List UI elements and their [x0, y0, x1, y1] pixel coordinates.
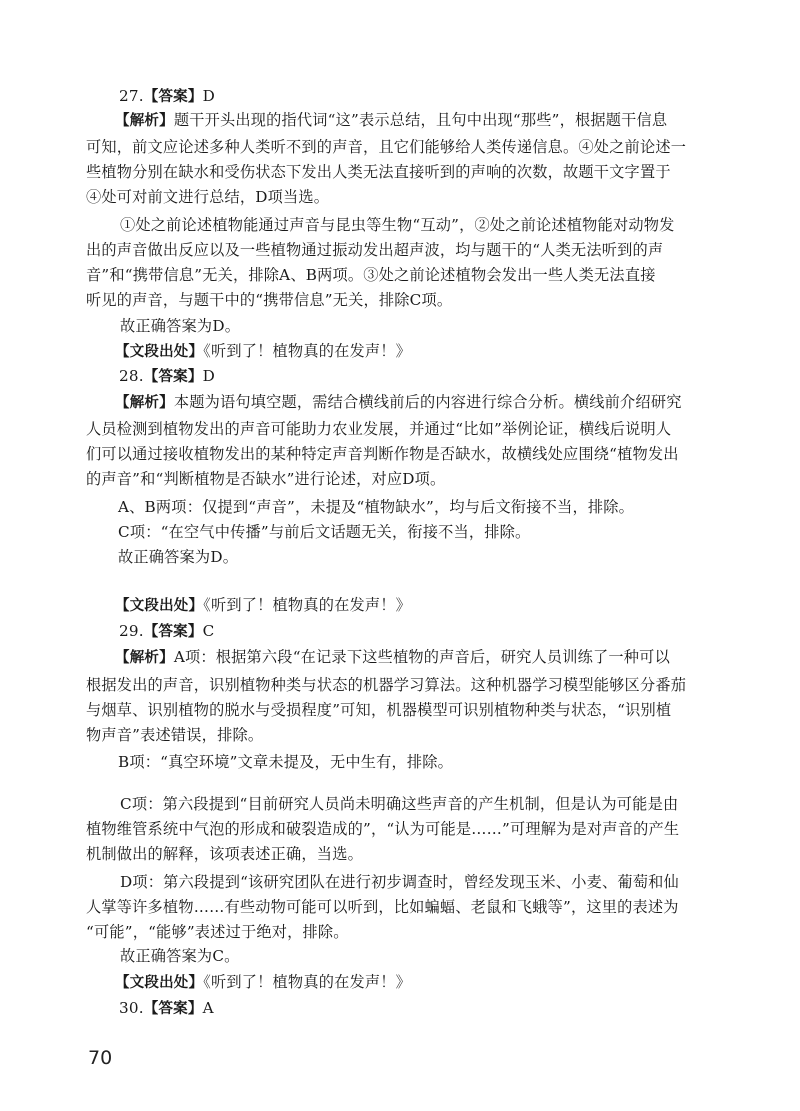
q27-analysis-cont: [86, 135, 706, 210]
analysis-tag: 【解析】: [115, 650, 174, 666]
q29-source: [115, 972, 705, 993]
q29-option-c: [86, 792, 706, 867]
q28-analysis: 【解析】本题为语句填空题，需结合横线前后的内容进行综合分析。横线前介绍研究: [115, 393, 682, 411]
analysis-line: 机制做出的解释，该项表述正确，当选。: [86, 845, 363, 863]
analysis-line: ①处之前论述植物能通过声音与昆虫等生物“互动”，②处之前论述植物能对动物发: [120, 216, 675, 234]
question-28: [119, 366, 709, 387]
q28-options: [118, 495, 708, 570]
question-30: [119, 998, 709, 1019]
answer-tag: 【答案】: [143, 624, 203, 640]
analysis-line: 可知，前文应论述多种人类听不到的声音，且它们能够给人类传递信息。④处之前论述一: [86, 138, 687, 156]
source-title: 《听到了！植物真的在发声！》: [203, 596, 412, 614]
q27-source: [115, 341, 705, 362]
analysis-tag: 【解析】: [115, 113, 174, 129]
answer-value: A: [202, 999, 214, 1017]
q27-conclusion: [120, 316, 710, 336]
question-number: 28.: [119, 367, 144, 385]
question-27: [115, 86, 705, 107]
question-number: 30.: [119, 999, 144, 1017]
source-tag: 【文段出处】: [115, 598, 204, 614]
q29-option-a-cont: [86, 673, 706, 748]
option-analysis-b: B项：“真空环境”文章未提及，无中生有，排除。: [118, 753, 454, 771]
conclusion-line: 故正确答案为D。: [118, 548, 239, 566]
conclusion-line: 故正确答案为D。: [120, 317, 241, 335]
q28-source: [115, 595, 705, 616]
analysis-line: 人员检测到植物发出的声音可能助力农业发展，并通过“比如”举例论证，横线后说明人: [86, 420, 672, 438]
question-number: 29.: [119, 622, 144, 640]
analysis-line: 人掌等许多植物……有些动物可能可以听到，比如蝙蝠、老鼠和飞蛾等”，这里的表述为: [86, 898, 679, 916]
analysis-line: D项：第六段提到“该研究团队在进行初步调查时，曾经发现玉米、小麦、葡萄和仙: [120, 873, 679, 891]
source-tag: 【文段出处】: [115, 344, 204, 360]
analysis-line: 些植物分别在缺水和受伤状态下发出人类无法直接听到的声响的次数，故题干文字置于: [86, 163, 671, 181]
q29-option-d: [86, 870, 706, 945]
q29-option-b: [118, 752, 708, 772]
analysis-line: 物声音”表述错误，排除。: [86, 726, 264, 744]
answer-value: C: [202, 622, 215, 640]
answer-value: D: [202, 367, 215, 385]
q27-analysis: [115, 110, 705, 131]
analysis-line: 植物维管系统中气泡的形成和破裂造成的”，“认为可能是……”可理解为是对声音的产生: [86, 820, 680, 838]
analysis-line: 听见的声音，与题干中的“携带信息”无关，排除C项。: [86, 291, 453, 309]
source-title: 《听到了！植物真的在发声！》: [203, 973, 412, 991]
answer-tag: 【答案】: [143, 369, 203, 385]
analysis-line: 的声音”和“判断植物是否缺水”进行论述，对应D项。: [86, 470, 446, 488]
source-title: 《听到了！植物真的在发声！》: [203, 342, 412, 360]
page-number: 70: [88, 1047, 113, 1069]
answer-value: D: [202, 87, 215, 105]
analysis-line: “可能”，“能够”表述过于绝对，排除。: [86, 923, 349, 941]
question-number: 27.: [119, 87, 144, 105]
q29-conclusion: [120, 946, 710, 966]
analysis-line: 出的声音做出反应以及一些植物通过振动发出超声波，均与题干的“人类无法听到的声: [86, 241, 664, 259]
source-tag: 【文段出处】: [115, 975, 204, 991]
answer-tag: 【答案】: [143, 1001, 203, 1017]
analysis-line: ④处可对前文进行总结，D项当选。: [86, 188, 330, 206]
option-analysis-ab: A、B两项：仅提到“声音”，未提及“植物缺水”，均与后文衔接不当，排除。: [118, 498, 635, 516]
q28-analysis-cont: [86, 417, 706, 492]
option-analysis-c: C项：“在空气中传播”与前后文话题无关，衔接不当，排除。: [118, 523, 531, 541]
conclusion-line: 故正确答案为C。: [120, 947, 240, 965]
q27-para2: [86, 213, 706, 313]
analysis-line: 根据发出的声音，识别植物种类与状态的机器学习算法。这种机器学习模型能够区分番茄: [86, 676, 687, 694]
question-29: [119, 621, 709, 642]
analysis-line: 们可以通过接收植物发出的某种特定声音判断作物是否缺水，故横线处应围绕“植物发出: [86, 445, 679, 463]
analysis-line: 【解析】题干开头出现的指代词“这”表示总结，且句中出现“那些”，根据题干信息: [115, 111, 668, 129]
analysis-line: 音”和“携带信息”无关，排除A、B两项。③处之前论述植物会发出一些人类无法直接: [86, 266, 656, 284]
analysis-tag: 【解析】: [115, 395, 174, 411]
analysis-line: 与烟草、识别植物的脱水与受损程度”可知，机器模型可识别植物种类与状态，“识别植: [86, 701, 672, 719]
answer-tag: 【答案】: [143, 89, 203, 105]
analysis-line: C项：第六段提到“目前研究人员尚未明确这些声音的产生机制，但是认为可能是由: [120, 795, 679, 813]
answer-line: [115, 86, 705, 107]
q29-analysis: 【解析】A项：根据第六段“在记录下这些植物的声音后，研究人员训练了一种可以: [115, 648, 670, 666]
